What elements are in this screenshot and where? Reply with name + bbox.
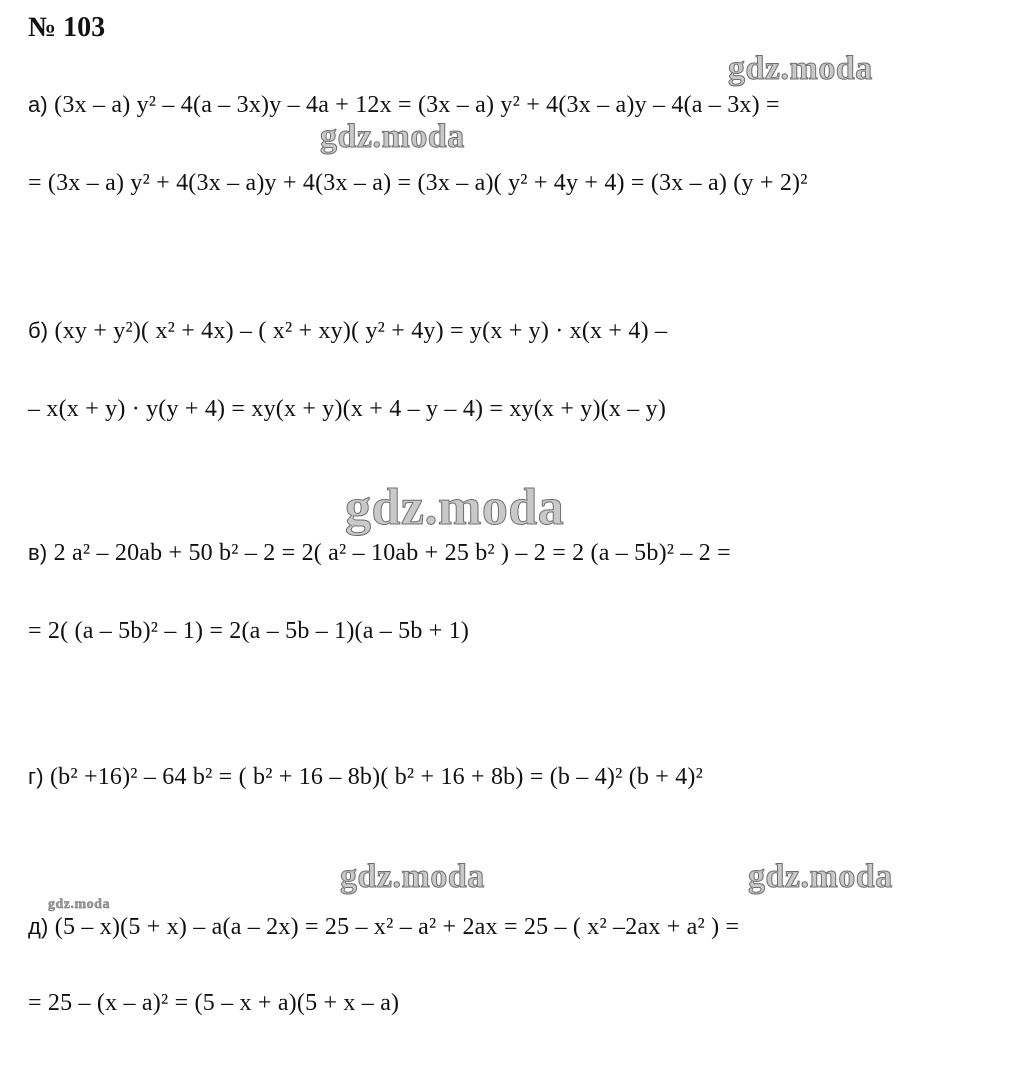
solution-a-expression: = (3x – a) y² + 4(3x – a)y + 4(3x – a) = (3x – a)( y² + 4y + 4) = (3x – a) (y + 2)² [28,170,808,196]
watermark: gdz.moda [320,118,465,155]
problem-number: № 103 [28,12,106,43]
solution-b-line-1 [28,318,667,345]
solution-g-line-1 [28,764,703,791]
solution-a-label: а) [28,92,48,117]
solution-g-expression: (b² +16)² – 64 b² = ( b² + 16 – 8b)( b² + 16 + 8b) = (b – 4)² (b + 4)² [49,764,704,790]
solution-b-expression: – x(x + y) · y(y + 4) = xy(x + y)(x + 4 – y – 4) = xy(x + y)(x – y) [28,396,667,422]
solution-d-expression: (5 – x)(5 + x) – a(a – 2x) = 25 – x² – a² + 2ax = 25 – ( x² –2ax + a² ) = [54,914,740,940]
solution-a-line-2 [28,170,808,197]
solution-v-expression: = 2( (a – 5b)² – 1) = 2(a – 5b – 1)(a – 5b + 1) [28,618,470,644]
solution-v-line-2 [28,618,469,645]
watermark: gdz.moda [48,897,110,912]
solution-d-line-1 [28,914,739,941]
watermark: gdz.moda [748,858,893,895]
solution-v-line-1 [28,540,731,567]
solution-g-label: г) [28,764,44,789]
solution-d-line-2 [28,990,399,1017]
solution-b-label: б) [28,318,49,343]
watermark: gdz.moda [340,858,485,895]
solution-v-expression: 2 a² – 20ab + 50 b² – 2 = 2( a² – 10ab + 25 b² ) – 2 = 2 (a – 5b)² – 2 = [53,540,731,566]
solution-a-line-1 [28,92,780,119]
solution-b-expression: (xy + y²)( x² + 4x) – ( x² + xy)( y² + 4y) = y(x + y) · x(x + 4) – [54,318,668,344]
solution-d-expression: = 25 – (x – a)² = (5 – x + a)(5 + x – a) [28,990,400,1016]
watermark: gdz.moda [345,479,565,536]
watermark: gdz.moda [728,50,873,87]
solution-d-label: д) [28,914,49,939]
solution-b-line-2 [28,396,666,423]
solution-v-label: в) [28,540,48,565]
solution-a-expression: (3x – a) y² – 4(a – 3x)y – 4a + 12x = (3x – a) y² + 4(3x – a)y – 4(a – 3x) = [54,92,780,118]
